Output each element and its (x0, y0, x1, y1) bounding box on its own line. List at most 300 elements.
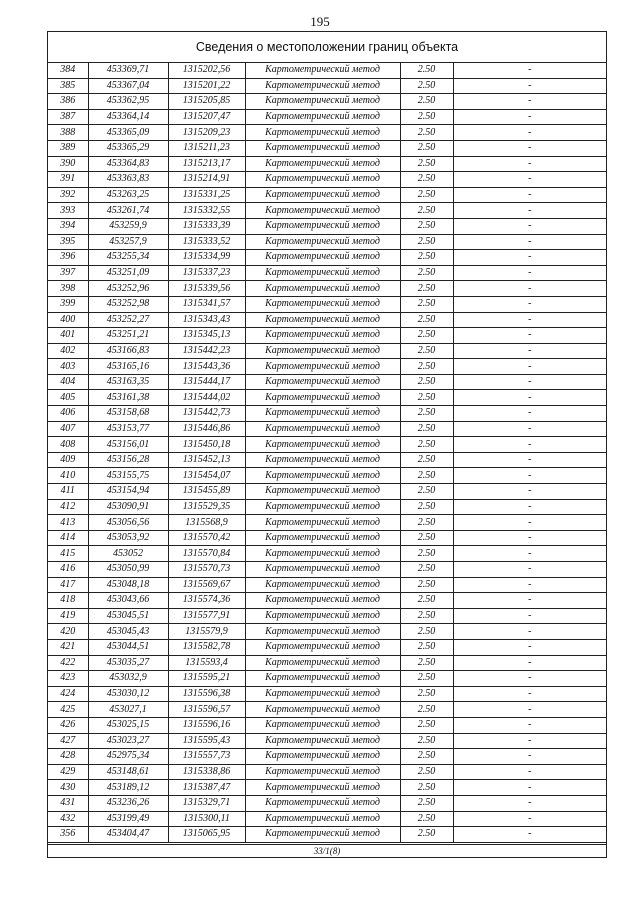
x-coordinate-cell: 452975,34 (88, 749, 168, 765)
description-cell: - (453, 562, 606, 578)
method-cell: Картометрический метод (245, 328, 400, 344)
method-cell: Картометрический метод (245, 530, 400, 546)
point-number-cell: 404 (48, 374, 88, 390)
accuracy-cell: 2.50 (400, 702, 453, 718)
point-number-cell: 390 (48, 156, 88, 172)
x-coordinate-cell: 453364,83 (88, 156, 168, 172)
y-coordinate-cell: 1315596,16 (168, 717, 245, 733)
description-cell: - (453, 390, 606, 406)
x-coordinate-cell: 453261,74 (88, 203, 168, 219)
method-cell: Картометрический метод (245, 468, 400, 484)
description-cell: - (453, 125, 606, 141)
accuracy-cell: 2.50 (400, 312, 453, 328)
method-cell: Картометрический метод (245, 655, 400, 671)
description-cell: - (453, 639, 606, 655)
point-number-cell: 406 (48, 406, 88, 422)
accuracy-cell: 2.50 (400, 187, 453, 203)
point-number-cell: 397 (48, 265, 88, 281)
method-cell: Картометрический метод (245, 343, 400, 359)
method-cell: Картометрический метод (245, 359, 400, 375)
description-cell: - (453, 484, 606, 500)
method-cell: Картометрический метод (245, 484, 400, 500)
table-row (48, 125, 606, 141)
description-cell: - (453, 187, 606, 203)
table-row (48, 452, 606, 468)
x-coordinate-cell: 453257,9 (88, 234, 168, 250)
description-cell: - (453, 234, 606, 250)
y-coordinate-cell: 1315339,56 (168, 281, 245, 297)
method-cell: Картометрический метод (245, 406, 400, 422)
x-coordinate-cell: 453025,15 (88, 717, 168, 733)
y-coordinate-cell: 1315201,22 (168, 78, 245, 94)
point-number-cell: 394 (48, 218, 88, 234)
method-cell: Картометрический метод (245, 390, 400, 406)
point-number-cell: 395 (48, 234, 88, 250)
point-number-cell: 420 (48, 624, 88, 640)
description-cell: - (453, 265, 606, 281)
description-cell: - (453, 795, 606, 811)
point-number-cell: 408 (48, 437, 88, 453)
y-coordinate-cell: 1315333,39 (168, 218, 245, 234)
point-number-cell: 398 (48, 281, 88, 297)
table-row (48, 639, 606, 655)
method-cell: Картометрический метод (245, 827, 400, 843)
point-number-cell: 419 (48, 608, 88, 624)
table-row (48, 624, 606, 640)
method-cell: Картометрический метод (245, 546, 400, 562)
accuracy-cell: 2.50 (400, 546, 453, 562)
y-coordinate-cell: 1315332,55 (168, 203, 245, 219)
method-cell: Картометрический метод (245, 156, 400, 172)
accuracy-cell: 2.50 (400, 827, 453, 843)
y-coordinate-cell: 1315214,91 (168, 172, 245, 188)
y-coordinate-cell: 1315442,73 (168, 406, 245, 422)
y-coordinate-cell: 1315065,95 (168, 827, 245, 843)
method-cell: Картометрический метод (245, 172, 400, 188)
method-cell: Картометрический метод (245, 780, 400, 796)
table-row (48, 780, 606, 796)
accuracy-cell: 2.50 (400, 577, 453, 593)
accuracy-cell: 2.50 (400, 94, 453, 110)
accuracy-cell: 2.50 (400, 140, 453, 156)
table-row (48, 265, 606, 281)
x-coordinate-cell: 453035,27 (88, 655, 168, 671)
table-row (48, 484, 606, 500)
table-row (48, 63, 606, 78)
table-row (48, 234, 606, 250)
point-number-cell: 429 (48, 764, 88, 780)
x-coordinate-cell: 453044,51 (88, 639, 168, 655)
point-number-cell: 409 (48, 452, 88, 468)
description-cell: - (453, 780, 606, 796)
y-coordinate-cell: 1315570,73 (168, 562, 245, 578)
accuracy-cell: 2.50 (400, 717, 453, 733)
accuracy-cell: 2.50 (400, 265, 453, 281)
description-cell: - (453, 702, 606, 718)
y-coordinate-cell: 1315577,91 (168, 608, 245, 624)
method-cell: Картометрический метод (245, 515, 400, 531)
y-coordinate-cell: 1315568,9 (168, 515, 245, 531)
accuracy-cell: 2.50 (400, 452, 453, 468)
x-coordinate-cell: 453048,18 (88, 577, 168, 593)
table-row (48, 343, 606, 359)
y-coordinate-cell: 1315213,17 (168, 156, 245, 172)
y-coordinate-cell: 1315202,56 (168, 63, 245, 78)
point-number-cell: 401 (48, 328, 88, 344)
coordinates-table-body (48, 63, 606, 842)
point-number-cell: 432 (48, 811, 88, 827)
description-cell: - (453, 811, 606, 827)
x-coordinate-cell: 453369,71 (88, 63, 168, 78)
x-coordinate-cell: 453251,09 (88, 265, 168, 281)
x-coordinate-cell: 453158,68 (88, 406, 168, 422)
x-coordinate-cell: 453263,25 (88, 187, 168, 203)
point-number-cell: 412 (48, 499, 88, 515)
method-cell: Картометрический метод (245, 764, 400, 780)
description-cell: - (453, 452, 606, 468)
point-number-cell: 399 (48, 296, 88, 312)
accuracy-cell: 2.50 (400, 437, 453, 453)
method-cell: Картометрический метод (245, 608, 400, 624)
table-row (48, 562, 606, 578)
point-number-cell: 385 (48, 78, 88, 94)
method-cell: Картометрический метод (245, 281, 400, 297)
y-coordinate-cell: 1315595,21 (168, 671, 245, 687)
accuracy-cell: 2.50 (400, 359, 453, 375)
method-cell: Картометрический метод (245, 374, 400, 390)
point-number-cell: 425 (48, 702, 88, 718)
description-cell: - (453, 296, 606, 312)
y-coordinate-cell: 1315338,86 (168, 764, 245, 780)
method-cell: Картометрический метод (245, 671, 400, 687)
x-coordinate-cell: 453259,9 (88, 218, 168, 234)
y-coordinate-cell: 1315207,47 (168, 109, 245, 125)
description-cell: - (453, 515, 606, 531)
description-cell: - (453, 608, 606, 624)
table-row (48, 749, 606, 765)
point-number-cell: 388 (48, 125, 88, 141)
accuracy-cell: 2.50 (400, 795, 453, 811)
table-row (48, 250, 606, 266)
y-coordinate-cell: 1315333,52 (168, 234, 245, 250)
point-number-cell: 431 (48, 795, 88, 811)
coordinates-table (48, 63, 606, 843)
y-coordinate-cell: 1315205,85 (168, 94, 245, 110)
x-coordinate-cell: 453032,9 (88, 671, 168, 687)
table-row (48, 515, 606, 531)
description-cell: - (453, 172, 606, 188)
description-cell: - (453, 499, 606, 515)
point-number-cell: 391 (48, 172, 88, 188)
point-number-cell: 424 (48, 686, 88, 702)
accuracy-cell: 2.50 (400, 655, 453, 671)
table-row (48, 140, 606, 156)
description-cell: - (453, 140, 606, 156)
description-cell: - (453, 764, 606, 780)
y-coordinate-cell: 1315343,43 (168, 312, 245, 328)
accuracy-cell: 2.50 (400, 281, 453, 297)
accuracy-cell: 2.50 (400, 562, 453, 578)
x-coordinate-cell: 453161,38 (88, 390, 168, 406)
description-cell: - (453, 624, 606, 640)
y-coordinate-cell: 1315570,42 (168, 530, 245, 546)
description-cell: - (453, 359, 606, 375)
accuracy-cell: 2.50 (400, 109, 453, 125)
x-coordinate-cell: 453252,98 (88, 296, 168, 312)
table-row (48, 78, 606, 94)
accuracy-cell: 2.50 (400, 624, 453, 640)
table-row (48, 655, 606, 671)
x-coordinate-cell: 453156,01 (88, 437, 168, 453)
method-cell: Картометрический метод (245, 437, 400, 453)
table-row (48, 530, 606, 546)
table-row (48, 764, 606, 780)
table-row (48, 359, 606, 375)
table-row (48, 717, 606, 733)
y-coordinate-cell: 1315579,9 (168, 624, 245, 640)
y-coordinate-cell: 1315595,43 (168, 733, 245, 749)
document-footer: 33/1(8) (48, 844, 606, 857)
accuracy-cell: 2.50 (400, 156, 453, 172)
x-coordinate-cell: 453363,83 (88, 172, 168, 188)
y-coordinate-cell: 1315387,47 (168, 780, 245, 796)
accuracy-cell: 2.50 (400, 63, 453, 78)
accuracy-cell: 2.50 (400, 172, 453, 188)
point-number-cell: 411 (48, 484, 88, 500)
x-coordinate-cell: 453252,27 (88, 312, 168, 328)
accuracy-cell: 2.50 (400, 749, 453, 765)
y-coordinate-cell: 1315450,18 (168, 437, 245, 453)
x-coordinate-cell: 453365,29 (88, 140, 168, 156)
description-cell: - (453, 655, 606, 671)
x-coordinate-cell: 453030,12 (88, 686, 168, 702)
accuracy-cell: 2.50 (400, 686, 453, 702)
description-cell: - (453, 374, 606, 390)
point-number-cell: 423 (48, 671, 88, 687)
x-coordinate-cell: 453166,83 (88, 343, 168, 359)
method-cell: Картометрический метод (245, 218, 400, 234)
table-row (48, 187, 606, 203)
y-coordinate-cell: 1315345,13 (168, 328, 245, 344)
accuracy-cell: 2.50 (400, 218, 453, 234)
table-row (48, 218, 606, 234)
table-row (48, 203, 606, 219)
method-cell: Картометрический метод (245, 593, 400, 609)
method-cell: Картометрический метод (245, 452, 400, 468)
x-coordinate-cell: 453050,99 (88, 562, 168, 578)
y-coordinate-cell: 1315557,73 (168, 749, 245, 765)
y-coordinate-cell: 1315444,02 (168, 390, 245, 406)
description-cell: - (453, 468, 606, 484)
table-row (48, 686, 606, 702)
x-coordinate-cell: 453251,21 (88, 328, 168, 344)
table-row (48, 156, 606, 172)
point-number-cell: 430 (48, 780, 88, 796)
table-row (48, 281, 606, 297)
table-row (48, 421, 606, 437)
table-row (48, 437, 606, 453)
point-number-cell: 400 (48, 312, 88, 328)
table-row (48, 795, 606, 811)
y-coordinate-cell: 1315570,84 (168, 546, 245, 562)
accuracy-cell: 2.50 (400, 296, 453, 312)
method-cell: Картометрический метод (245, 312, 400, 328)
accuracy-cell: 2.50 (400, 811, 453, 827)
table-row (48, 312, 606, 328)
point-number-cell: 426 (48, 717, 88, 733)
method-cell: Картометрический метод (245, 686, 400, 702)
method-cell: Картометрический метод (245, 811, 400, 827)
accuracy-cell: 2.50 (400, 733, 453, 749)
accuracy-cell: 2.50 (400, 639, 453, 655)
table-row (48, 172, 606, 188)
description-cell: - (453, 530, 606, 546)
y-coordinate-cell: 1315596,38 (168, 686, 245, 702)
description-cell: - (453, 671, 606, 687)
table-row (48, 593, 606, 609)
y-coordinate-cell: 1315444,17 (168, 374, 245, 390)
method-cell: Картометрический метод (245, 140, 400, 156)
method-cell: Картометрический метод (245, 733, 400, 749)
description-cell: - (453, 717, 606, 733)
point-number-cell: 389 (48, 140, 88, 156)
table-row (48, 671, 606, 687)
x-coordinate-cell: 453362,95 (88, 94, 168, 110)
x-coordinate-cell: 453053,92 (88, 530, 168, 546)
accuracy-cell: 2.50 (400, 671, 453, 687)
point-number-cell: 428 (48, 749, 88, 765)
point-number-cell: 386 (48, 94, 88, 110)
method-cell: Картометрический метод (245, 717, 400, 733)
y-coordinate-cell: 1315442,23 (168, 343, 245, 359)
accuracy-cell: 2.50 (400, 499, 453, 515)
method-cell: Картометрический метод (245, 639, 400, 655)
point-number-cell: 427 (48, 733, 88, 749)
point-number-cell: 392 (48, 187, 88, 203)
accuracy-cell: 2.50 (400, 234, 453, 250)
document-frame (47, 31, 607, 858)
description-cell: - (453, 109, 606, 125)
accuracy-cell: 2.50 (400, 343, 453, 359)
page-number: 195 (310, 14, 330, 29)
method-cell: Картометрический метод (245, 265, 400, 281)
description-cell: - (453, 577, 606, 593)
accuracy-cell: 2.50 (400, 421, 453, 437)
description-cell: - (453, 593, 606, 609)
description-cell: - (453, 218, 606, 234)
accuracy-cell: 2.50 (400, 374, 453, 390)
x-coordinate-cell: 453155,75 (88, 468, 168, 484)
y-coordinate-cell: 1315329,71 (168, 795, 245, 811)
method-cell: Картометрический метод (245, 94, 400, 110)
x-coordinate-cell: 453365,09 (88, 125, 168, 141)
x-coordinate-cell: 453165,16 (88, 359, 168, 375)
table-row (48, 390, 606, 406)
method-cell: Картометрический метод (245, 125, 400, 141)
y-coordinate-cell: 1315529,35 (168, 499, 245, 515)
y-coordinate-cell: 1315211,23 (168, 140, 245, 156)
table-row (48, 296, 606, 312)
table-row (48, 328, 606, 344)
method-cell: Картометрический метод (245, 109, 400, 125)
description-cell: - (453, 78, 606, 94)
table-row (48, 499, 606, 515)
method-cell: Картометрический метод (245, 203, 400, 219)
y-coordinate-cell: 1315209,23 (168, 125, 245, 141)
point-number-cell: 413 (48, 515, 88, 531)
accuracy-cell: 2.50 (400, 593, 453, 609)
x-coordinate-cell: 453153,77 (88, 421, 168, 437)
point-number-cell: 393 (48, 203, 88, 219)
x-coordinate-cell: 453023,27 (88, 733, 168, 749)
description-cell: - (453, 281, 606, 297)
point-number-cell: 414 (48, 530, 88, 546)
x-coordinate-cell: 453045,43 (88, 624, 168, 640)
x-coordinate-cell: 453367,04 (88, 78, 168, 94)
method-cell: Картометрический метод (245, 187, 400, 203)
description-cell: - (453, 156, 606, 172)
y-coordinate-cell: 1315593,4 (168, 655, 245, 671)
x-coordinate-cell: 453027,1 (88, 702, 168, 718)
description-cell: - (453, 203, 606, 219)
table-row (48, 827, 606, 843)
x-coordinate-cell: 453090,91 (88, 499, 168, 515)
table-row (48, 94, 606, 110)
method-cell: Картометрический метод (245, 624, 400, 640)
description-cell: - (453, 686, 606, 702)
point-number-cell: 387 (48, 109, 88, 125)
point-number-cell: 416 (48, 562, 88, 578)
y-coordinate-cell: 1315582,78 (168, 639, 245, 655)
y-coordinate-cell: 1315452,13 (168, 452, 245, 468)
document-title: Сведения о местоположении границ объекта (48, 32, 606, 63)
point-number-cell: 403 (48, 359, 88, 375)
point-number-cell: 422 (48, 655, 88, 671)
method-cell: Картометрический метод (245, 702, 400, 718)
method-cell: Картометрический метод (245, 795, 400, 811)
point-number-cell: 418 (48, 593, 88, 609)
point-number-cell: 410 (48, 468, 88, 484)
method-cell: Картометрический метод (245, 78, 400, 94)
x-coordinate-cell: 453255,34 (88, 250, 168, 266)
accuracy-cell: 2.50 (400, 608, 453, 624)
method-cell: Картометрический метод (245, 250, 400, 266)
description-cell: - (453, 406, 606, 422)
description-cell: - (453, 328, 606, 344)
point-number-cell: 405 (48, 390, 88, 406)
accuracy-cell: 2.50 (400, 780, 453, 796)
x-coordinate-cell: 453154,94 (88, 484, 168, 500)
y-coordinate-cell: 1315455,89 (168, 484, 245, 500)
description-cell: - (453, 250, 606, 266)
y-coordinate-cell: 1315569,67 (168, 577, 245, 593)
method-cell: Картометрический метод (245, 63, 400, 78)
description-cell: - (453, 437, 606, 453)
point-number-cell: 421 (48, 639, 88, 655)
y-coordinate-cell: 1315446,86 (168, 421, 245, 437)
accuracy-cell: 2.50 (400, 530, 453, 546)
x-coordinate-cell: 453056,56 (88, 515, 168, 531)
x-coordinate-cell: 453252,96 (88, 281, 168, 297)
point-number-cell: 415 (48, 546, 88, 562)
point-number-cell: 396 (48, 250, 88, 266)
x-coordinate-cell: 453199,49 (88, 811, 168, 827)
method-cell: Картометрический метод (245, 234, 400, 250)
y-coordinate-cell: 1315334,99 (168, 250, 245, 266)
point-number-cell: 384 (48, 63, 88, 78)
description-cell: - (453, 94, 606, 110)
method-cell: Картометрический метод (245, 562, 400, 578)
